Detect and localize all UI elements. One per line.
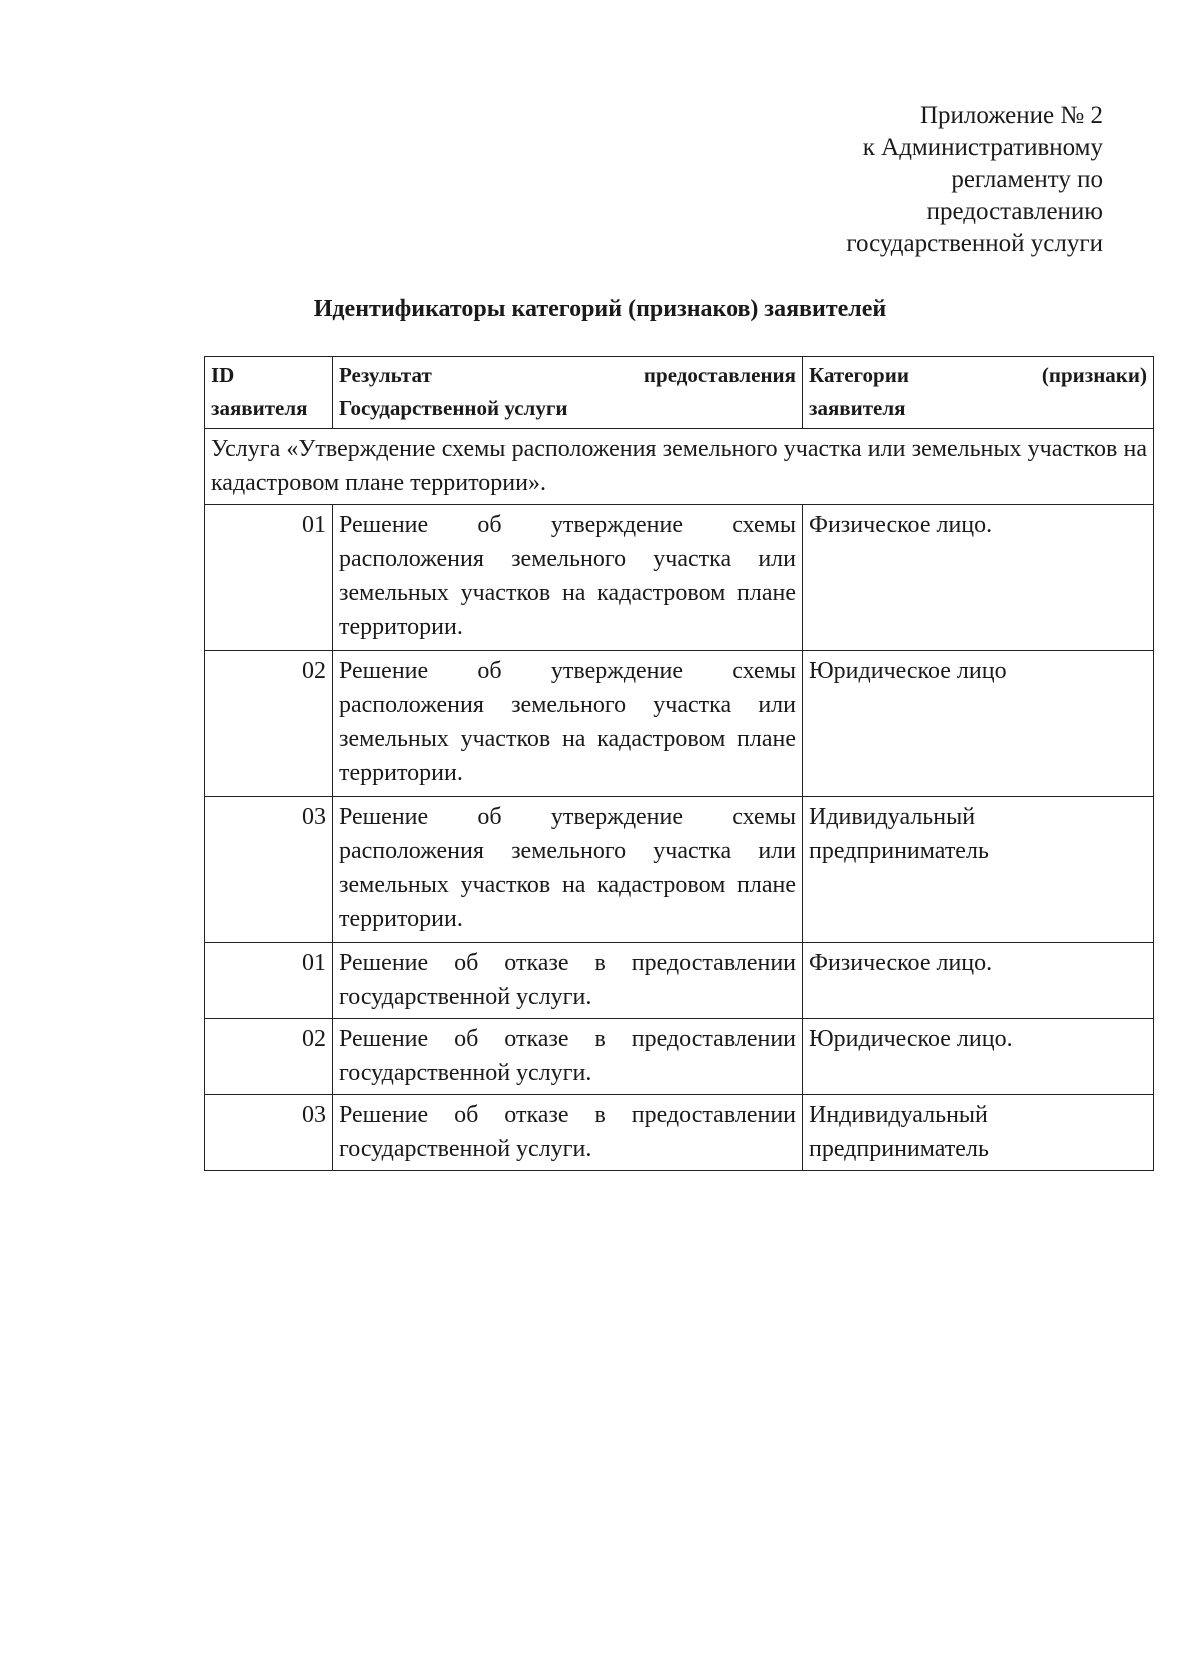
header-result-line1: Результат предоставления — [339, 363, 796, 387]
service-row — [205, 429, 1154, 505]
header-id-line2: заявителя — [211, 396, 308, 420]
table-row — [205, 943, 1154, 1019]
annex-line: предоставлению — [926, 198, 1103, 225]
table-row — [205, 1095, 1154, 1171]
result-cell: Решение об утверждение схемы расположения земельного участка или земельных участков на кадастровом плане территории. — [333, 651, 803, 797]
header-id — [205, 357, 333, 429]
table-row — [205, 505, 1154, 651]
result-cell: Решение об отказе в предоставлении государственной услуги. — [333, 1095, 803, 1171]
category-cell: Идивидуальный предприниматель — [803, 797, 1154, 943]
table-row — [205, 1019, 1154, 1095]
id-cell: 01 — [205, 505, 333, 651]
table-row — [205, 797, 1154, 943]
identifiers-table — [204, 356, 1154, 1171]
header-category-line2: заявителя — [809, 396, 906, 420]
category-cell: Юридическое лицо. — [803, 1019, 1154, 1095]
id-cell: 01 — [205, 943, 333, 1019]
id-cell: 02 — [205, 1019, 333, 1095]
category-cell: Физическое лицо. — [803, 943, 1154, 1019]
result-cell: Решение об утверждение схемы расположения земельного участка или земельных участков на кадастровом плане территории. — [333, 505, 803, 651]
category-cell: Физическое лицо. — [803, 505, 1154, 651]
id-cell: 03 — [205, 797, 333, 943]
header-result — [333, 357, 803, 429]
category-cell: Индивидуальный предприниматель — [803, 1095, 1154, 1171]
header-id-line1: ID — [211, 363, 235, 387]
id-cell: 03 — [205, 1095, 333, 1171]
annex-header — [846, 100, 1103, 260]
table-row — [205, 651, 1154, 797]
id-cell: 02 — [205, 651, 333, 797]
annex-line: регламенту по — [951, 166, 1103, 193]
category-cell: Юридическое лицо — [803, 651, 1154, 797]
header-result-line2: Государственной услуги — [339, 396, 568, 420]
annex-line: к Административному — [862, 134, 1103, 161]
header-category — [803, 357, 1154, 429]
table-header-row — [205, 357, 1154, 429]
annex-line: Приложение № 2 — [919, 102, 1103, 129]
document-title: Идентификаторы категорий (признаков) заявителей — [313, 296, 887, 322]
header-category-line1: Категории (признаки) — [809, 363, 1147, 387]
service-cell: Услуга «Утверждение схемы расположения земельного участка или земельных участков на кадастровом плане территории». — [205, 429, 1154, 505]
result-cell: Решение об отказе в предоставлении государственной услуги. — [333, 1019, 803, 1095]
annex-line: государственной услуги — [846, 230, 1103, 257]
result-cell: Решение об утверждение схемы расположения земельного участка или земельных участков на кадастровом плане территории. — [333, 797, 803, 943]
result-cell: Решение об отказе в предоставлении государственной услуги. — [333, 943, 803, 1019]
